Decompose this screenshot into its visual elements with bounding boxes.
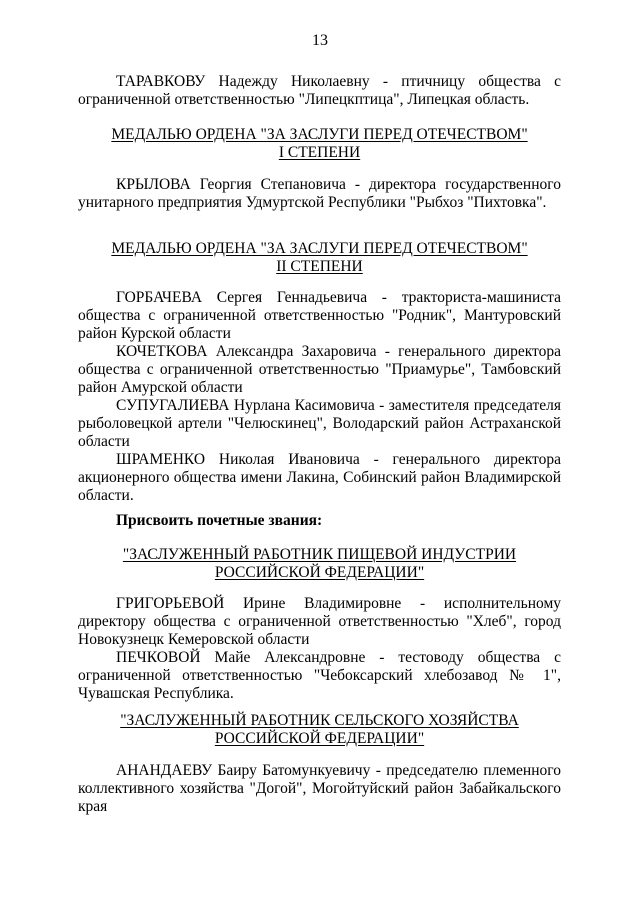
honorary-titles-intro: Присвоить почетные звания: bbox=[116, 512, 323, 529]
award-entry-grigorievoy: ГРИГОРЬЕВОЙ Ирине Владимировне - исполнительному директору общества с ограниченной ответственностью "Хлеб", город Новокузнецк Кемеровской области bbox=[78, 595, 561, 648]
award-entry-krylova bbox=[78, 176, 561, 212]
award-entry-anandaevu bbox=[78, 762, 561, 816]
award-entry-text: АНАНДАЕВУ Баиру Батомункуевичу - председателю племенного коллективного хозяйства "Догой", Могойтуйский район Забайкальского края bbox=[78, 762, 561, 815]
award-entry-pechkovoy: ПЕЧКОВОЙ Майе Александровне - тестоводу общества с ограниченной ответственностью "Чебоксарский хлебозавод № 1", Чувашская Республика. bbox=[78, 649, 561, 702]
heading-line: II СТЕПЕНИ bbox=[276, 258, 363, 275]
award-entry-text: КРЫЛОВА Георгия Степановича - директора государственного унитарного предприятия Удмуртской Республики "Рыбхоз "Пихтовка". bbox=[78, 176, 561, 211]
award-entry-shramenko: ШРАМЕНКО Николая Ивановича - генерального директора акционерного общества имени Лакина, Собинский район Владимирской области. bbox=[78, 451, 561, 504]
page-number: 13 bbox=[312, 32, 328, 49]
heading-line: МЕДАЛЬЮ ОРДЕНА "ЗА ЗАСЛУГИ ПЕРЕД ОТЕЧЕСТВОМ" bbox=[111, 126, 528, 143]
heading-line: РОССИЙСКОЙ ФЕДЕРАЦИИ" bbox=[214, 730, 425, 747]
heading-line: "ЗАСЛУЖЕННЫЙ РАБОТНИК ПИЩЕВОЙ ИНДУСТРИИ bbox=[122, 546, 517, 563]
heading-line: РОССИЙСКОЙ ФЕДЕРАЦИИ" bbox=[214, 564, 425, 581]
award-entry-taravkova bbox=[78, 73, 561, 109]
award-entry-supugalieva: СУПУГАЛИЕВА Нурлана Касимовича - заместителя председателя рыболовецкой артели "Челюскинец", Володарский район Астраханской области bbox=[78, 397, 561, 450]
award-list-food-industry bbox=[78, 595, 561, 703]
section-heading-medal-2 bbox=[78, 240, 561, 276]
section-heading-agriculture bbox=[78, 712, 561, 748]
section-heading-medal-1 bbox=[78, 126, 561, 162]
heading-line: I СТЕПЕНИ bbox=[278, 144, 361, 161]
section-heading-food-industry bbox=[78, 546, 561, 582]
award-entry-kochetkova: КОЧЕТКОВА Александра Захаровича - генерального директора общества с ограниченной ответственностью "Приамурье", Тамбовский район Амурской области bbox=[78, 343, 561, 396]
heading-line: "ЗАСЛУЖЕННЫЙ РАБОТНИК СЕЛЬСКОГО ХОЗЯЙСТВА bbox=[120, 712, 519, 729]
award-entry-gorbacheva: ГОРБАЧЕВА Сергея Геннадьевича - тракториста-машиниста общества с ограниченной ответственностью "Родник", Мантуровский район Курской области bbox=[78, 289, 561, 342]
award-entry-text: ТАРАВКОВУ Надежду Николаевну - птичницу общества с ограниченной ответственностью "Липецкптица", Липецкая область. bbox=[78, 73, 561, 108]
award-list-medal-2 bbox=[78, 289, 561, 505]
heading-line: МЕДАЛЬЮ ОРДЕНА "ЗА ЗАСЛУГИ ПЕРЕД ОТЕЧЕСТВОМ" bbox=[111, 240, 528, 257]
